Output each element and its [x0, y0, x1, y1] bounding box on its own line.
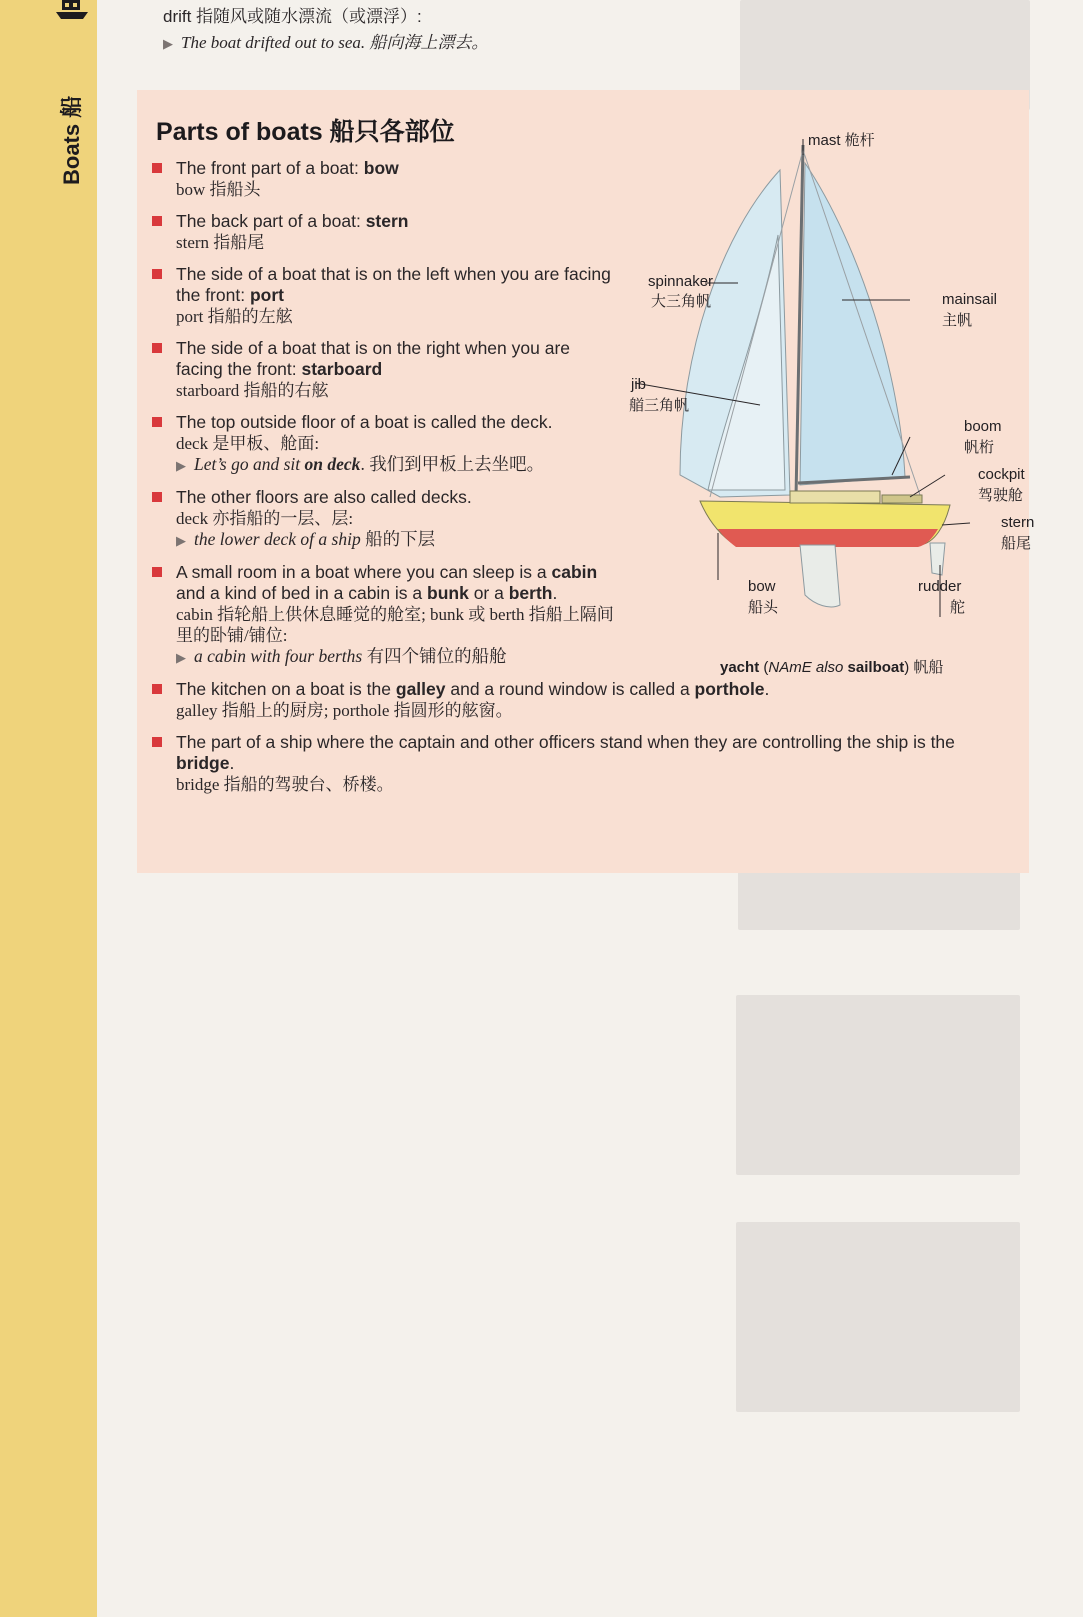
list-item: The other floors are also called decks. deck 亦指船的一层、层: ▶ the lower deck of a ship 船的下层 [152, 487, 1012, 551]
keel [800, 545, 840, 607]
label-cockpit-cn: 驾驶舱 [978, 487, 1024, 504]
section-sidebar [0, 0, 97, 1617]
label-mainsail-cn: 主帆 [942, 312, 973, 329]
list-item: A small room in a boat where you can sleep is a cabin and a kind of bed in a cabin is a bunk or a berth. cabin 指轮船上供休息睡觉的舱室; bunk 或 berth 指船上隔间里的卧铺/铺位: ▶ a cabin with four berths 有四个铺位的船舱 [152, 562, 1012, 668]
example-sentence: ▶ a cabin with four berths 有四个铺位的船舱 [176, 646, 507, 666]
example-arrow-icon: ▶ [176, 650, 186, 665]
example-sentence: ▶ Let’s go and sit on deck. 我们到甲板上去坐吧。 [176, 454, 545, 474]
show-through-photo [736, 1222, 1020, 1412]
mainsail [800, 163, 905, 485]
list-item: The side of a boat that is on the right when you are facing the front: starboard starboard 指船的右舷 [152, 338, 1012, 401]
cabin-top [790, 491, 880, 503]
label-spinnaker-cn: 大三角帆 [651, 293, 712, 310]
label-bow: bow [748, 578, 776, 595]
list-item: The top outside floor of a boat is called the deck. deck 是甲板、舱面: ▶ Let’s go and sit on deck. 我们到甲板上去坐吧。 [152, 412, 1012, 476]
drift-definition: drift 指随风或随水漂流（或漂浮）: [163, 7, 422, 26]
label-cockpit: cockpit [978, 466, 1025, 483]
label-jib: jib [631, 376, 647, 393]
list-item: The back part of a boat: stern stern 指船尾 [152, 211, 1012, 253]
bullet-square-icon [152, 269, 162, 279]
label-spinnaker: spinnaker [648, 273, 714, 290]
list-item: The front part of a boat: bow bow 指船头 [152, 158, 1012, 200]
drift-example: ▶ The boat drifted out to sea. 船向海上漂去。 [163, 33, 489, 52]
example-sentence: ▶ the lower deck of a ship 船的下层 [176, 529, 436, 549]
label-bow-cn: 船头 [748, 599, 779, 616]
label-boom-cn: 帆桁 [964, 439, 995, 456]
hull-stripe [718, 529, 938, 547]
label-stern: stern [1001, 514, 1035, 531]
example-arrow-icon: ▶ [176, 533, 186, 548]
cockpit [882, 495, 922, 503]
bullet-square-icon [152, 417, 162, 427]
label-jib-cn: 艏三角帆 [629, 397, 690, 414]
label-boom: boom [964, 418, 1002, 435]
list-item: The kitchen on a boat is the galley and a round window is called a porthole. galley 指船上的厨房; porthole 指圆形的舷窗。 [152, 679, 1012, 721]
label-rudder: rudder [918, 578, 962, 595]
show-through-photo [736, 995, 1020, 1175]
sidebar-section-label: Boats 船 [59, 95, 84, 185]
list-item: The side of a boat that is on the left when you are facing the front: port port 指船的左舷 [152, 264, 1012, 327]
list-item: The part of a ship where the captain and other officers stand when they are controlling the ship is the bridge. bridge 指船的驾驶台、桥楼。 [152, 732, 1012, 795]
label-mainsail: mainsail [942, 291, 998, 308]
bullet-square-icon [152, 343, 162, 353]
bullet-square-icon [152, 684, 162, 694]
label-mast: mast 桅杆 [808, 132, 875, 149]
diagram-caption: yacht (NAmE also sailboat) 帆船 [720, 659, 944, 676]
drift-entry [163, 4, 488, 57]
example-arrow-icon: ▶ [163, 36, 173, 51]
bullet-square-icon [152, 737, 162, 747]
bullet-square-icon [152, 567, 162, 577]
label-stern-cn: 船尾 [1001, 535, 1032, 552]
bullet-square-icon [152, 163, 162, 173]
ship-icon [52, 0, 92, 20]
label-rudder-cn: 舵 [950, 599, 966, 616]
rudder [930, 543, 945, 575]
example-arrow-icon: ▶ [176, 458, 186, 473]
panel-title: Parts of boats 船只各部位 [156, 118, 455, 146]
bullet-square-icon [152, 492, 162, 502]
bullet-square-icon [152, 216, 162, 226]
